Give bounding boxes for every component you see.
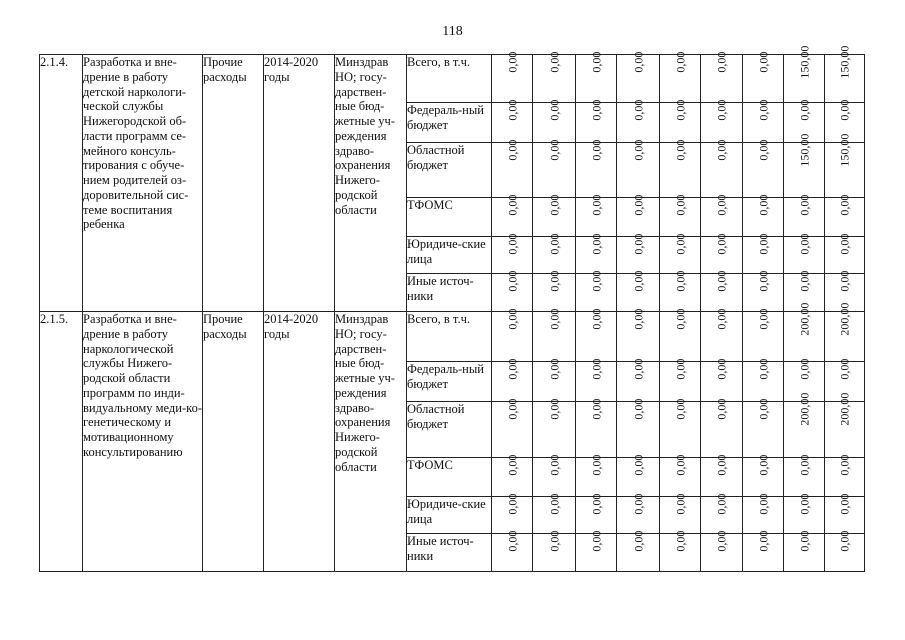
value-cell: [492, 270, 533, 312]
value-cell: [660, 530, 701, 572]
value-text: 0,00: [546, 308, 561, 330]
value-cell: [533, 493, 576, 534]
value-text: 0,00: [546, 398, 561, 420]
value-text: 0,00: [755, 454, 770, 476]
value-text: 0,00: [796, 530, 811, 552]
value-cell: [825, 233, 865, 274]
value-cell: [617, 398, 660, 458]
funding-source: Иные источ-ники: [407, 274, 492, 312]
value-cell: [617, 493, 660, 534]
value-cell: [576, 194, 617, 237]
value-text: 0,00: [504, 233, 519, 255]
value-cell: [576, 139, 617, 198]
item-code: 2.1.5.: [40, 312, 83, 572]
value-cell: [701, 493, 743, 534]
value-text: 0,00: [504, 493, 519, 515]
item-executor: Минздрав НО; госу-дарствен-ные бюд-жетные уч-реждения здраво-охранения Нижего-родской области: [335, 55, 407, 312]
value-cell: [825, 392, 865, 458]
value-text: 0,00: [630, 454, 645, 476]
value-cell: [743, 99, 784, 143]
value-cell: [784, 194, 825, 237]
value-cell: [701, 530, 743, 572]
value-text: 0,00: [588, 308, 603, 330]
value-text: 0,00: [672, 358, 687, 380]
value-text: 200,00: [796, 302, 811, 336]
value-cell: [784, 233, 825, 274]
value-cell: [660, 233, 701, 274]
value-text: 0,00: [796, 493, 811, 515]
value-text: 0,00: [714, 358, 729, 380]
funding-source: Областной бюджет: [407, 402, 492, 458]
value-cell: [617, 139, 660, 198]
value-text: 0,00: [588, 270, 603, 292]
value-text: 0,00: [504, 139, 519, 161]
value-text: 0,00: [837, 493, 852, 515]
value-cell: [533, 530, 576, 572]
value-text: 0,00: [630, 233, 645, 255]
value-text: 0,00: [714, 233, 729, 255]
value-cell: [743, 270, 784, 312]
value-text: 0,00: [755, 530, 770, 552]
value-text: 0,00: [504, 99, 519, 121]
value-cell: [660, 308, 701, 362]
value-cell: [660, 99, 701, 143]
value-text: 0,00: [755, 51, 770, 73]
value-text: 0,00: [630, 398, 645, 420]
value-text: 150,00: [796, 45, 811, 79]
value-cell: [743, 530, 784, 572]
value-text: 0,00: [837, 270, 852, 292]
funding-source: Иные источ-ники: [407, 534, 492, 572]
value-cell: [617, 530, 660, 572]
value-text: 0,00: [630, 194, 645, 216]
value-text: 0,00: [796, 194, 811, 216]
value-cell: [660, 398, 701, 458]
value-cell: [617, 454, 660, 497]
funding-source: Всего, в т.ч.: [407, 312, 492, 362]
value-cell: [533, 398, 576, 458]
value-cell: [533, 454, 576, 497]
value-text: 0,00: [588, 51, 603, 73]
value-text: 0,00: [796, 99, 811, 121]
value-cell: [660, 358, 701, 402]
value-text: 0,00: [755, 493, 770, 515]
value-cell: [701, 308, 743, 362]
value-cell: [533, 358, 576, 402]
funding-source: Федераль-ный бюджет: [407, 362, 492, 402]
value-text: 0,00: [714, 454, 729, 476]
value-text: 0,00: [504, 270, 519, 292]
value-cell: [533, 233, 576, 274]
value-text: 0,00: [672, 139, 687, 161]
value-text: 0,00: [588, 454, 603, 476]
value-cell: [533, 194, 576, 237]
value-cell: [576, 398, 617, 458]
value-text: 0,00: [714, 398, 729, 420]
value-text: 0,00: [546, 454, 561, 476]
item-expense-type: Прочие расходы: [203, 312, 264, 572]
value-cell: [743, 454, 784, 497]
value-cell: [825, 454, 865, 497]
value-cell: [492, 454, 533, 497]
value-text: 0,00: [588, 398, 603, 420]
item-period: 2014-2020 годы: [264, 312, 335, 572]
value-text: 0,00: [672, 493, 687, 515]
value-cell: [701, 51, 743, 103]
value-cell: [492, 233, 533, 274]
value-cell: [492, 530, 533, 572]
value-cell: [743, 308, 784, 362]
value-text: 0,00: [546, 493, 561, 515]
value-text: 0,00: [714, 270, 729, 292]
value-text: 200,00: [837, 392, 852, 426]
value-text: 0,00: [546, 233, 561, 255]
value-text: 0,00: [630, 270, 645, 292]
value-cell: [701, 99, 743, 143]
value-cell: [576, 454, 617, 497]
value-cell: [617, 233, 660, 274]
value-text: 0,00: [714, 99, 729, 121]
value-text: 150,00: [837, 45, 852, 79]
value-text: 0,00: [837, 99, 852, 121]
value-text: 0,00: [504, 358, 519, 380]
value-cell: [660, 194, 701, 237]
value-text: 0,00: [672, 454, 687, 476]
value-text: 0,00: [672, 194, 687, 216]
value-cell: [660, 270, 701, 312]
value-cell: [617, 99, 660, 143]
value-cell: [492, 308, 533, 362]
value-cell: [784, 45, 825, 103]
value-cell: [743, 398, 784, 458]
funding-source: ТФОМС: [407, 458, 492, 497]
value-text: 0,00: [504, 530, 519, 552]
value-text: 0,00: [588, 194, 603, 216]
value-cell: [533, 270, 576, 312]
funding-source: Областной бюджет: [407, 143, 492, 198]
value-text: 0,00: [630, 530, 645, 552]
value-cell: [784, 133, 825, 198]
value-text: 0,00: [714, 51, 729, 73]
value-text: 0,00: [630, 99, 645, 121]
value-text: 0,00: [546, 139, 561, 161]
value-text: 0,00: [796, 270, 811, 292]
value-text: 150,00: [796, 133, 811, 167]
value-text: 0,00: [755, 398, 770, 420]
value-text: 0,00: [672, 51, 687, 73]
funding-source: ТФОМС: [407, 198, 492, 237]
value-cell: [825, 302, 865, 362]
value-text: 0,00: [546, 51, 561, 73]
value-cell: [492, 194, 533, 237]
value-text: 200,00: [796, 392, 811, 426]
page-number: 118: [442, 24, 463, 39]
value-text: 0,00: [837, 454, 852, 476]
value-cell: [576, 233, 617, 274]
value-text: 0,00: [546, 358, 561, 380]
funding-source: Юридиче-ские лица: [407, 237, 492, 274]
value-text: 0,00: [504, 398, 519, 420]
value-cell: [701, 398, 743, 458]
value-cell: [492, 99, 533, 143]
value-text: 0,00: [714, 530, 729, 552]
value-cell: [660, 493, 701, 534]
value-text: 0,00: [546, 270, 561, 292]
value-cell: [701, 358, 743, 402]
value-cell: [492, 51, 533, 103]
value-cell: [492, 398, 533, 458]
value-cell: [743, 358, 784, 402]
value-cell: [576, 308, 617, 362]
value-text: 0,00: [755, 358, 770, 380]
value-text: 0,00: [546, 194, 561, 216]
value-text: 0,00: [588, 99, 603, 121]
value-cell: [743, 233, 784, 274]
item-title: Разработка и вне-дрение в работу детской наркологи-ческой службы Нижегородской об-ласти программ се-мейного консуль-тирования с обуче-нием родителей оз-доровительной сис-теме воспитания ребенка: [83, 55, 203, 312]
value-text: 0,00: [672, 233, 687, 255]
value-text: 0,00: [672, 270, 687, 292]
budget-table: [39, 45, 865, 572]
value-cell: [492, 358, 533, 402]
value-cell: [576, 493, 617, 534]
item-code: 2.1.4.: [40, 55, 83, 312]
value-cell: [533, 139, 576, 198]
value-text: 0,00: [504, 308, 519, 330]
value-cell: [492, 139, 533, 198]
value-cell: [492, 493, 533, 534]
item-title: Разработка и вне-дрение в работу наркологической службы Нижего-родской области программ по инди-видуальному меди-ко-генетическому и мотивационному консультированию: [83, 312, 203, 572]
item-expense-type: Прочие расходы: [203, 55, 264, 312]
value-text: 0,00: [672, 398, 687, 420]
table-row: [40, 55, 865, 103]
table-row: [40, 312, 865, 362]
value-cell: [784, 493, 825, 534]
value-cell: [743, 51, 784, 103]
value-cell: [743, 194, 784, 237]
value-cell: [576, 99, 617, 143]
value-text: 0,00: [672, 99, 687, 121]
funding-source: Всего, в т.ч.: [407, 55, 492, 103]
value-text: 0,00: [755, 233, 770, 255]
value-cell: [701, 194, 743, 237]
value-cell: [660, 139, 701, 198]
value-cell: [533, 99, 576, 143]
value-text: 0,00: [504, 194, 519, 216]
value-cell: [825, 45, 865, 103]
value-cell: [660, 454, 701, 497]
value-text: 0,00: [588, 493, 603, 515]
value-cell: [701, 454, 743, 497]
value-text: 0,00: [796, 358, 811, 380]
value-text: 0,00: [755, 99, 770, 121]
value-text: 200,00: [837, 302, 852, 336]
value-cell: [743, 139, 784, 198]
value-text: 0,00: [796, 454, 811, 476]
value-text: 0,00: [504, 454, 519, 476]
value-text: 0,00: [714, 139, 729, 161]
value-text: 0,00: [546, 530, 561, 552]
value-text: 0,00: [837, 233, 852, 255]
value-cell: [701, 270, 743, 312]
value-cell: [784, 530, 825, 572]
value-text: 0,00: [672, 308, 687, 330]
value-cell: [660, 51, 701, 103]
value-cell: [533, 308, 576, 362]
value-cell: [701, 233, 743, 274]
value-cell: [576, 530, 617, 572]
value-text: 0,00: [837, 358, 852, 380]
value-cell: [617, 308, 660, 362]
value-text: 0,00: [630, 51, 645, 73]
value-cell: [533, 51, 576, 103]
value-text: 0,00: [796, 233, 811, 255]
value-cell: [784, 392, 825, 458]
value-text: 150,00: [837, 133, 852, 167]
value-text: 0,00: [755, 194, 770, 216]
value-text: 0,00: [755, 308, 770, 330]
value-text: 0,00: [588, 139, 603, 161]
value-text: 0,00: [630, 139, 645, 161]
value-cell: [825, 194, 865, 237]
value-cell: [825, 493, 865, 534]
value-text: 0,00: [714, 308, 729, 330]
value-cell: [617, 194, 660, 237]
value-text: 0,00: [588, 530, 603, 552]
value-text: 0,00: [672, 530, 687, 552]
value-cell: [784, 302, 825, 362]
value-text: 0,00: [837, 530, 852, 552]
value-cell: [825, 530, 865, 572]
value-text: 0,00: [714, 194, 729, 216]
value-cell: [576, 51, 617, 103]
item-period: 2014-2020 годы: [264, 55, 335, 312]
value-cell: [743, 493, 784, 534]
value-text: 0,00: [837, 194, 852, 216]
value-cell: [576, 270, 617, 312]
value-cell: [617, 358, 660, 402]
value-text: 0,00: [714, 493, 729, 515]
value-text: 0,00: [546, 99, 561, 121]
value-text: 0,00: [504, 51, 519, 73]
value-cell: [617, 270, 660, 312]
value-cell: [825, 133, 865, 198]
value-text: 0,00: [588, 358, 603, 380]
value-text: 0,00: [755, 139, 770, 161]
value-text: 0,00: [630, 493, 645, 515]
value-text: 0,00: [630, 358, 645, 380]
value-text: 0,00: [588, 233, 603, 255]
funding-source: Юридиче-ские лица: [407, 497, 492, 534]
item-executor: Минздрав НО; госу-дарствен-ные бюд-жетные уч-реждения здраво-охранения Нижего-родской области: [335, 312, 407, 572]
funding-source: Федераль-ный бюджет: [407, 103, 492, 143]
value-cell: [617, 51, 660, 103]
value-text: 0,00: [630, 308, 645, 330]
value-cell: [701, 139, 743, 198]
value-cell: [576, 358, 617, 402]
value-cell: [784, 454, 825, 497]
value-text: 0,00: [755, 270, 770, 292]
